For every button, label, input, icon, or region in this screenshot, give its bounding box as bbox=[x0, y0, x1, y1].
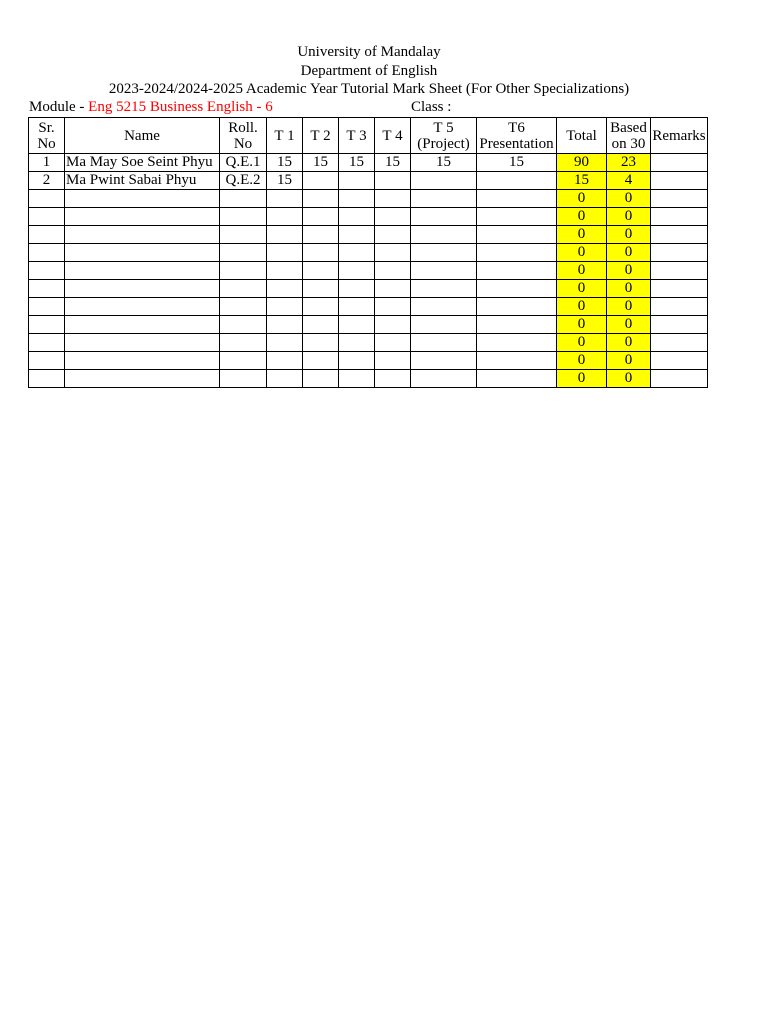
cell-t1 bbox=[267, 262, 303, 280]
cell-t3 bbox=[339, 244, 375, 262]
table-row bbox=[29, 154, 708, 172]
cell-total: 0 bbox=[557, 190, 607, 208]
cell-name bbox=[65, 370, 220, 388]
table-row bbox=[29, 334, 708, 352]
cell-t4 bbox=[375, 298, 411, 316]
cell-sr: 2 bbox=[29, 172, 65, 190]
cell-based: 0 bbox=[607, 334, 651, 352]
cell-t3 bbox=[339, 226, 375, 244]
cell-based: 0 bbox=[607, 190, 651, 208]
cell-remarks bbox=[651, 334, 708, 352]
cell-t4 bbox=[375, 316, 411, 334]
cell-t4 bbox=[375, 370, 411, 388]
cell-t2 bbox=[303, 262, 339, 280]
cell-remarks bbox=[651, 352, 708, 370]
cell-sr bbox=[29, 226, 65, 244]
cell-t6 bbox=[477, 298, 557, 316]
cell-t5 bbox=[411, 262, 477, 280]
cell-t3 bbox=[339, 280, 375, 298]
cell-sr bbox=[29, 334, 65, 352]
cell-based: 0 bbox=[607, 298, 651, 316]
cell-t5 bbox=[411, 316, 477, 334]
cell-t6 bbox=[477, 262, 557, 280]
cell-based: 0 bbox=[607, 208, 651, 226]
cell-roll: Q.E.1 bbox=[220, 154, 267, 172]
cell-t5 bbox=[411, 370, 477, 388]
table-row bbox=[29, 370, 708, 388]
col-t4: T 4 bbox=[375, 118, 411, 154]
cell-roll bbox=[220, 316, 267, 334]
cell-based: 23 bbox=[607, 154, 651, 172]
class-label: Class : bbox=[411, 99, 452, 115]
col-t6: T6 Presentation bbox=[477, 118, 557, 154]
cell-name bbox=[65, 190, 220, 208]
cell-t3 bbox=[339, 352, 375, 370]
cell-t3 bbox=[339, 370, 375, 388]
cell-roll: Q.E.2 bbox=[220, 172, 267, 190]
cell-sr bbox=[29, 244, 65, 262]
cell-roll bbox=[220, 280, 267, 298]
cell-t5 bbox=[411, 352, 477, 370]
cell-remarks bbox=[651, 316, 708, 334]
cell-t4 bbox=[375, 334, 411, 352]
col-t1: T 1 bbox=[267, 118, 303, 154]
cell-t6 bbox=[477, 190, 557, 208]
cell-t3 bbox=[339, 262, 375, 280]
cell-name bbox=[65, 280, 220, 298]
cell-t1 bbox=[267, 226, 303, 244]
cell-roll bbox=[220, 334, 267, 352]
module-label: Module - bbox=[29, 99, 89, 115]
cell-t1: 15 bbox=[267, 172, 303, 190]
cell-total: 0 bbox=[557, 352, 607, 370]
cell-roll bbox=[220, 208, 267, 226]
cell-based: 0 bbox=[607, 226, 651, 244]
cell-remarks bbox=[651, 226, 708, 244]
cell-t4 bbox=[375, 172, 411, 190]
cell-total: 0 bbox=[557, 334, 607, 352]
cell-remarks bbox=[651, 370, 708, 388]
cell-t4 bbox=[375, 190, 411, 208]
cell-t6 bbox=[477, 280, 557, 298]
cell-roll bbox=[220, 190, 267, 208]
cell-t1 bbox=[267, 352, 303, 370]
cell-remarks bbox=[651, 172, 708, 190]
cell-based: 0 bbox=[607, 262, 651, 280]
table-row bbox=[29, 226, 708, 244]
cell-total: 0 bbox=[557, 262, 607, 280]
cell-roll bbox=[220, 226, 267, 244]
cell-t4 bbox=[375, 262, 411, 280]
cell-total: 0 bbox=[557, 226, 607, 244]
mark-sheet-table bbox=[28, 117, 708, 388]
cell-remarks bbox=[651, 262, 708, 280]
cell-total: 0 bbox=[557, 244, 607, 262]
table-row bbox=[29, 190, 708, 208]
cell-t2 bbox=[303, 352, 339, 370]
cell-name bbox=[65, 352, 220, 370]
cell-total: 15 bbox=[557, 172, 607, 190]
cell-name bbox=[65, 262, 220, 280]
cell-t2 bbox=[303, 316, 339, 334]
cell-roll bbox=[220, 352, 267, 370]
cell-sr bbox=[29, 190, 65, 208]
cell-total: 0 bbox=[557, 298, 607, 316]
cell-remarks bbox=[651, 280, 708, 298]
cell-based: 0 bbox=[607, 352, 651, 370]
col-t2: T 2 bbox=[303, 118, 339, 154]
cell-t3 bbox=[339, 190, 375, 208]
cell-based: 0 bbox=[607, 244, 651, 262]
cell-roll bbox=[220, 262, 267, 280]
cell-t2 bbox=[303, 334, 339, 352]
cell-total: 0 bbox=[557, 316, 607, 334]
cell-t1 bbox=[267, 370, 303, 388]
cell-t2 bbox=[303, 370, 339, 388]
cell-t6 bbox=[477, 244, 557, 262]
cell-t2 bbox=[303, 298, 339, 316]
cell-based: 0 bbox=[607, 316, 651, 334]
cell-remarks bbox=[651, 208, 708, 226]
cell-name bbox=[65, 244, 220, 262]
cell-t1 bbox=[267, 280, 303, 298]
cell-remarks bbox=[651, 298, 708, 316]
cell-t6 bbox=[477, 208, 557, 226]
cell-t5 bbox=[411, 334, 477, 352]
cell-t5 bbox=[411, 280, 477, 298]
table-row bbox=[29, 172, 708, 190]
cell-t6 bbox=[477, 316, 557, 334]
col-remarks: Remarks bbox=[651, 118, 708, 154]
table-header-row bbox=[29, 118, 708, 154]
cell-name bbox=[65, 226, 220, 244]
cell-name bbox=[65, 298, 220, 316]
cell-t4 bbox=[375, 226, 411, 244]
cell-total: 0 bbox=[557, 370, 607, 388]
cell-total: 90 bbox=[557, 154, 607, 172]
col-roll-no: Roll. No bbox=[220, 118, 267, 154]
cell-t4 bbox=[375, 208, 411, 226]
cell-t5 bbox=[411, 172, 477, 190]
cell-t3 bbox=[339, 316, 375, 334]
cell-t4 bbox=[375, 280, 411, 298]
table-row bbox=[29, 352, 708, 370]
cell-t5 bbox=[411, 298, 477, 316]
cell-based: 4 bbox=[607, 172, 651, 190]
cell-sr bbox=[29, 352, 65, 370]
col-based-on-30: Based on 30 bbox=[607, 118, 651, 154]
cell-t5 bbox=[411, 244, 477, 262]
table-row bbox=[29, 262, 708, 280]
col-name: Name bbox=[65, 118, 220, 154]
cell-t6 bbox=[477, 226, 557, 244]
cell-t2 bbox=[303, 244, 339, 262]
cell-t6 bbox=[477, 370, 557, 388]
cell-remarks bbox=[651, 154, 708, 172]
cell-t2 bbox=[303, 190, 339, 208]
cell-sr bbox=[29, 208, 65, 226]
cell-t5 bbox=[411, 208, 477, 226]
cell-t2 bbox=[303, 208, 339, 226]
col-sr-no: Sr. No bbox=[29, 118, 65, 154]
cell-t6: 15 bbox=[477, 154, 557, 172]
module-value: Eng 5215 Business English - 6 bbox=[88, 99, 273, 115]
cell-t5: 15 bbox=[411, 154, 477, 172]
cell-based: 0 bbox=[607, 280, 651, 298]
cell-t2 bbox=[303, 172, 339, 190]
cell-name bbox=[65, 316, 220, 334]
cell-t6 bbox=[477, 352, 557, 370]
cell-roll bbox=[220, 370, 267, 388]
cell-name bbox=[65, 208, 220, 226]
cell-based: 0 bbox=[607, 370, 651, 388]
cell-t2 bbox=[303, 226, 339, 244]
col-t3: T 3 bbox=[339, 118, 375, 154]
table-row bbox=[29, 316, 708, 334]
cell-t3 bbox=[339, 334, 375, 352]
cell-t1 bbox=[267, 334, 303, 352]
cell-name: Ma May Soe Seint Phyu bbox=[65, 154, 220, 172]
cell-roll bbox=[220, 298, 267, 316]
col-t5: T 5 (Project) bbox=[411, 118, 477, 154]
sheet-title: 2023-2024/2024-2025 Academic Year Tutorial Mark Sheet (For Other Specializations) bbox=[108, 81, 630, 97]
table-row bbox=[29, 280, 708, 298]
cell-name bbox=[65, 334, 220, 352]
cell-sr bbox=[29, 370, 65, 388]
cell-sr bbox=[29, 280, 65, 298]
cell-t3: 15 bbox=[339, 154, 375, 172]
cell-total: 0 bbox=[557, 280, 607, 298]
cell-name: Ma Pwint Sabai Phyu bbox=[65, 172, 220, 190]
table-row bbox=[29, 244, 708, 262]
cell-t4 bbox=[375, 244, 411, 262]
cell-t1 bbox=[267, 190, 303, 208]
cell-t2: 15 bbox=[303, 154, 339, 172]
cell-sr: 1 bbox=[29, 154, 65, 172]
cell-t6 bbox=[477, 172, 557, 190]
university-title: University of Mandalay bbox=[297, 44, 441, 60]
cell-t3 bbox=[339, 298, 375, 316]
cell-t1 bbox=[267, 298, 303, 316]
cell-sr bbox=[29, 262, 65, 280]
cell-t1 bbox=[267, 316, 303, 334]
cell-roll bbox=[220, 244, 267, 262]
cell-sr bbox=[29, 316, 65, 334]
cell-t5 bbox=[411, 226, 477, 244]
cell-t1: 15 bbox=[267, 154, 303, 172]
table-row bbox=[29, 298, 708, 316]
cell-remarks bbox=[651, 190, 708, 208]
cell-t6 bbox=[477, 334, 557, 352]
cell-t3 bbox=[339, 172, 375, 190]
cell-t5 bbox=[411, 190, 477, 208]
cell-total: 0 bbox=[557, 208, 607, 226]
cell-t4: 15 bbox=[375, 154, 411, 172]
department-title: Department of English bbox=[300, 63, 438, 79]
cell-remarks bbox=[651, 244, 708, 262]
module-line bbox=[29, 98, 273, 116]
table-row bbox=[29, 208, 708, 226]
cell-t4 bbox=[375, 352, 411, 370]
col-total: Total bbox=[557, 118, 607, 154]
cell-t3 bbox=[339, 208, 375, 226]
cell-t1 bbox=[267, 208, 303, 226]
cell-sr bbox=[29, 298, 65, 316]
cell-t1 bbox=[267, 244, 303, 262]
cell-t2 bbox=[303, 280, 339, 298]
